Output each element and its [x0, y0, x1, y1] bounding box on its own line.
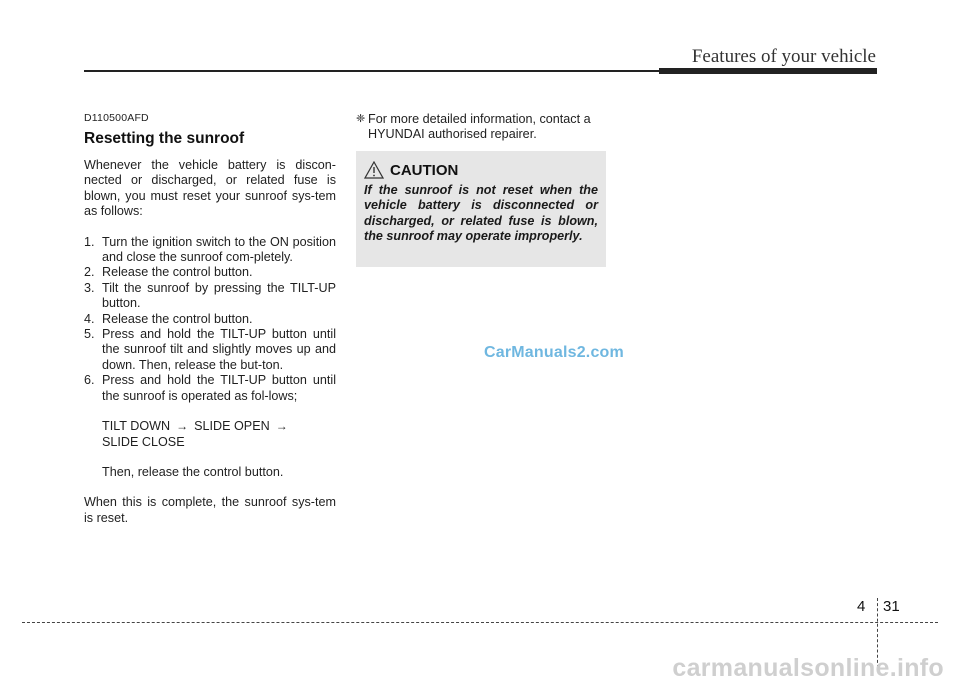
step-text: Press and hold the TILT-UP button until the sunroof is operated as fol-lows; — [102, 373, 336, 403]
steps-list — [84, 235, 336, 404]
note-bullet-icon: ❈ — [356, 113, 366, 125]
step-number: 1. — [84, 234, 95, 249]
step-number: 6. — [84, 373, 95, 388]
arrow-right-icon: → — [275, 419, 288, 434]
right-column — [356, 112, 608, 143]
warning-triangle-icon — [364, 161, 384, 179]
step-number: 2. — [84, 265, 95, 280]
step-text: Release the control button. — [102, 265, 253, 280]
step-text: Release the control button. — [102, 311, 253, 326]
page-section-number: 4 — [857, 598, 866, 615]
step-number: 5. — [84, 327, 95, 342]
caution-header — [364, 161, 598, 179]
caution-text: If the sunroof is not reset when the vehicle battery is disconnected or discharged, or related fuse is blown, the sunroof may operate improperly. — [364, 183, 598, 244]
header-rule — [84, 70, 659, 72]
page-number: 31 — [883, 598, 900, 615]
note-text: For more detailed information, contact a HYUNDAI authorised repairer. — [368, 112, 591, 142]
sequence-step-slide-close: SLIDE CLOSE — [102, 434, 185, 449]
list-item — [84, 373, 336, 404]
sequence-line — [84, 419, 336, 450]
list-item — [84, 312, 336, 327]
header-title: Features of your vehicle — [691, 46, 876, 67]
section-title: Resetting the sunroof — [84, 130, 245, 147]
step-number: 4. — [84, 311, 95, 326]
list-item — [84, 235, 336, 266]
section-code: D110500AFD — [84, 112, 149, 124]
watermark: CarManuals2.com — [484, 344, 624, 361]
arrow-right-icon: → — [176, 419, 189, 434]
then-text: Then, release the control button. — [102, 464, 284, 479]
step-text: Press and hold the TILT-UP button until the sunroof tilt and slightly moves up and down. Then, release the but-ton. — [102, 327, 336, 372]
caution-box — [356, 151, 606, 267]
caution-label: CAUTION — [390, 161, 459, 179]
step-number: 3. — [84, 280, 95, 295]
list-item — [84, 265, 336, 280]
footer-site-watermark: carmanualsonline.info — [672, 654, 944, 682]
header-rule-accent — [659, 68, 877, 74]
step-text: Tilt the sunroof by pressing the TILT-UP button. — [102, 280, 336, 311]
outro-paragraph: When this is complete, the sunroof sys-tem is reset. — [84, 495, 336, 525]
sequence-step-slide-open: SLIDE OPEN — [194, 419, 270, 434]
step-text: Turn the ignition switch to the ON position and close the sunroof com-pletely. — [102, 234, 336, 265]
list-item — [84, 327, 336, 373]
left-column — [84, 112, 336, 526]
info-note — [356, 112, 608, 143]
footer-divider — [22, 622, 938, 623]
sequence-step-tilt-down: TILT DOWN — [102, 419, 171, 434]
list-item — [84, 281, 336, 312]
intro-paragraph: Whenever the vehicle battery is discon-nected or discharged, or related fuse is blown, you must reset your sunroof sys-tem as follows: — [84, 158, 336, 219]
